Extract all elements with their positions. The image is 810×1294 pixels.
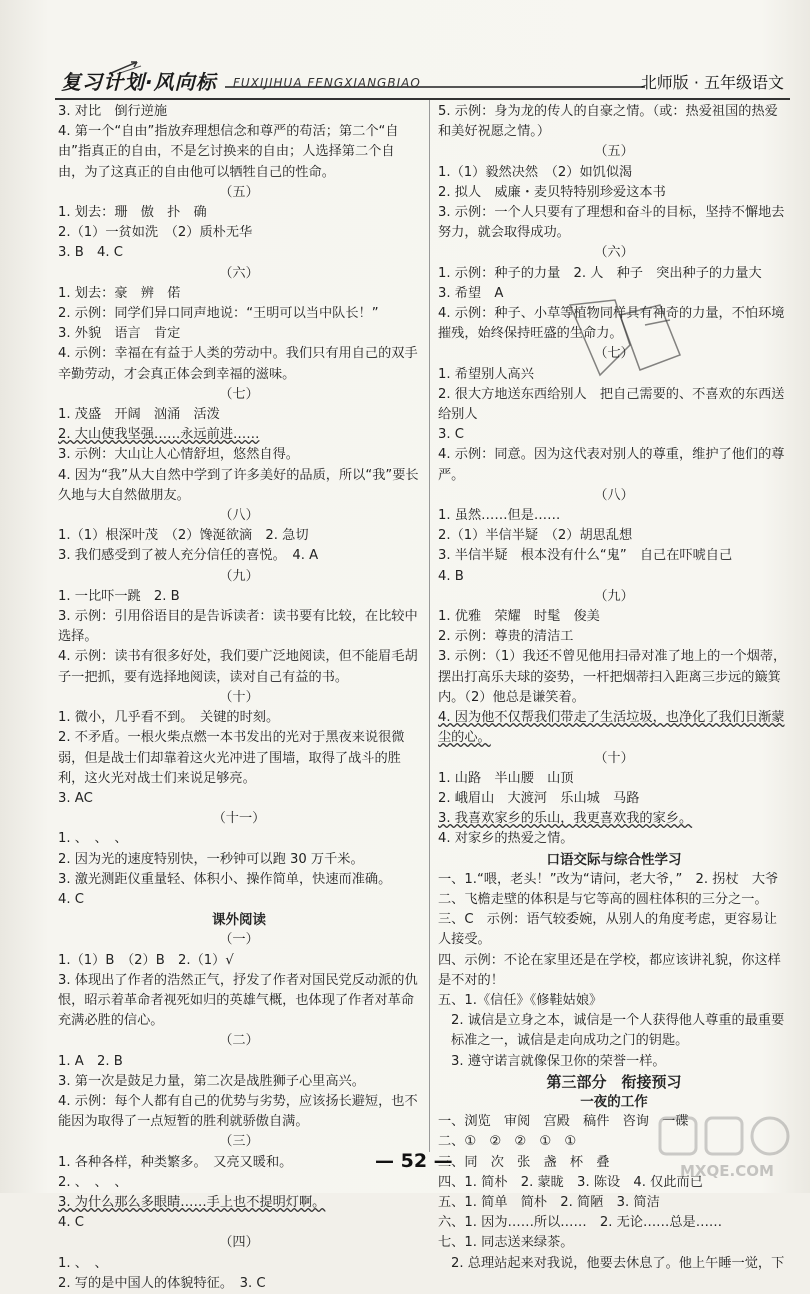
handwritten-marks (560, 285, 700, 395)
answer-line: 1. 虽然……但是…… (438, 508, 561, 524)
section-heading: 口语交际与综合性学习 (546, 851, 682, 868)
section-heading: （十） (219, 689, 259, 705)
answer-line: 1. 各种各样，种类繁多。 又亮又暖和。 (58, 1154, 293, 1170)
answer-line: 1. 、 、 、 (58, 831, 128, 847)
answer-line: 2. 写的是中国人的体貌特征。 3. C (58, 1275, 266, 1291)
section-heading: （一） (219, 932, 259, 948)
answer-line: 2. 大山使我坚强……永远前进…… (58, 427, 260, 443)
answer-line: 1.（1）毅然决然 （2）如饥似渴 (438, 164, 633, 180)
brand-title: 复习计划·风向标 (61, 70, 217, 94)
watermark-text: MXQE.COM (680, 1162, 774, 1180)
answer-line: 4. B (438, 568, 464, 584)
answer-line: 2.（1）一贫如洗 （2）质朴无华 (58, 225, 253, 241)
answer-line: 3. C (438, 427, 464, 443)
left-column (58, 102, 420, 1294)
answer-line: 三、同 次 张 盏 杯 叠 (438, 1154, 610, 1170)
answer-line: 3. 希望 A (438, 285, 504, 301)
answer-line: 4. 因为他不仅帮我们带走了生活垃圾，也净化了我们日渐蒙尘的心。 (438, 710, 785, 746)
answer-line: 5. 示例：身为龙的传人的自豪之情。（或：热爱祖国的热爱和美好祝愿之情。） (438, 104, 778, 140)
section-heading: 一夜的工作 (580, 1093, 648, 1110)
answer-line: 3. B 4. C (58, 245, 123, 261)
answer-line: 一、浏览 审阅 宫殿 稿件 咨询 一碟 (438, 1114, 689, 1130)
answer-line: 3. 示例：（1）我还不曾见他用扫帚对准了地上的一个烟蒂，摆出打高乐夫球的姿势，一杆把烟蒂扫入距离三步远的簸箕内。（2）他总是谦笑着。 (438, 649, 787, 705)
watermark (650, 1110, 800, 1190)
answer-line: 2. 、 、 、 (58, 1174, 128, 1190)
right-column (438, 102, 790, 1274)
brand-pinyin: FUXIJIHUA FENGXIANGBIAO (233, 76, 421, 90)
section-heading: （六） (594, 245, 634, 261)
answer-line: 4. 示例：读书有很多好处，我们要广泛地阅读，但不能眉毛胡子一把抓，要有选择地阅读，读对自己有益的书。 (58, 649, 418, 685)
answer-line: 2. 拟人 威廉・麦贝特特别珍爱这本书 (438, 184, 666, 200)
answer-line: 1. 划去：豪 辨 偌 (58, 285, 181, 301)
section-heading: （七） (594, 346, 634, 362)
section-heading: （八） (219, 508, 259, 524)
page-number: — 52 — (375, 1150, 453, 1172)
answer-line: 4. 对家乡的热爱之情。 (438, 831, 574, 847)
answer-line: 3. 遵守诺言就像保卫你的荣誉一样。 (451, 1053, 666, 1069)
header-rule (55, 98, 790, 100)
section-heading: （九） (219, 568, 259, 584)
section-heading: 课外阅读 (212, 912, 266, 929)
section-heading: （五） (219, 184, 259, 200)
answer-line: 2. 峨眉山 大渡河 乐山城 马路 (438, 790, 640, 806)
answer-line: 2. 很大方地送东西给别人 把自己需要的、不喜欢的东西送给别人 (438, 386, 785, 423)
answer-line: 2. 示例：同学们异口同声地说：“王明可以当中队长！” (58, 306, 379, 322)
answer-line: 3. 我喜欢家乡的乐山，我更喜欢我的家乡。 (438, 811, 693, 827)
answer-line: 2. 示例：尊贵的清洁工 (438, 629, 574, 645)
answer-line: 1.（1）根深叶茂 （2）馋涎欲滴 2. 急切 (58, 528, 309, 544)
answer-line: 三、C 示例：语气较委婉，从别人的角度考虑，更容易让人接受。 (438, 912, 777, 948)
answer-line: 4. 示例：每个人都有自己的优势与劣势，应该扬长避短，也不能因为取得了一点短暂的胜利就骄傲自满。 (58, 1093, 418, 1130)
section-heading: （四） (219, 1235, 259, 1251)
answer-line: 四、示例：不论在家里还是在学校，都应该讲礼貌，你这样是不对的！ (438, 952, 781, 988)
answer-line: 六、1. 因为……所以…… 2. 无论……总是…… (438, 1215, 723, 1231)
section-heading: 第三部分 衔接预习 (546, 1072, 682, 1091)
answer-line: 1. A 2. B (58, 1053, 123, 1069)
answer-line: 二、① ② ② ① ① (438, 1134, 577, 1150)
answer-line: 4. 示例：同意。因为这代表对别人的尊重，维护了他们的尊严。 (438, 447, 785, 483)
answer-line: 4. C (58, 1215, 84, 1231)
watermark-logo-icon (650, 1110, 800, 1165)
answer-line: 四、1. 简朴 2. 蒙眬 3. 陈设 4. 仅此而已 (438, 1174, 703, 1190)
answer-line: 3. 半信半疑 根本没有什么“鬼” 自己在吓唬自己 (438, 548, 733, 564)
answer-line: 五、1. 简单 简朴 2. 简陋 3. 简洁 (438, 1194, 660, 1210)
section-heading: （十） (594, 750, 634, 766)
page-header (55, 58, 790, 98)
answer-line: 4. 示例：种子、小草等植物同样具有神奇的力量，不怕环境摧残，始终保持旺盛的生命力。 (438, 306, 785, 342)
section-heading: （五） (594, 144, 634, 160)
answer-line: 1. 优雅 荣耀 时髦 俊美 (438, 609, 600, 625)
answer-line: 2.（1）半信半疑 （2）胡思乱想 (438, 528, 633, 544)
section-heading: （八） (594, 487, 634, 503)
section-heading: （二） (219, 1033, 259, 1049)
answer-line: 3. 示例：引用俗语目的是告诉读者：读书要有比较，在比较中选择。 (58, 609, 418, 645)
answer-line: 3. 我们感受到了被人充分信任的喜悦。 4. A (58, 548, 319, 564)
answer-line: 2. 总理站起来对我说，他要去休息了。他上午睡一觉，下 (451, 1255, 785, 1271)
section-heading: （六） (219, 265, 259, 281)
column-divider (429, 100, 430, 1152)
answer-line: 1. 山路 半山腰 山顶 (438, 770, 574, 786)
answer-line: 1. 一比吓一跳 2. B (58, 588, 180, 604)
answer-line: 2. 诚信是立身之本，诚信是一个人获得他人尊重的最重要标准之一，诚信是走向成功之门的钥匙。 (451, 1013, 785, 1049)
answer-line: 4. 示例：幸福在有益于人类的劳动中。我们只有用自己的双手辛勤劳动，才会真正体会到幸福的滋味。 (58, 346, 418, 382)
answer-line: 1. 微小，几乎看不到。 关键的时刻。 (58, 710, 280, 726)
answer-line: 1.（1）B （2）B 2.（1）√ (58, 952, 234, 968)
brand-logo (55, 58, 225, 94)
section-heading: （三） (219, 1134, 259, 1150)
answer-line: 3. 对比 倒行逆施 (58, 104, 168, 119)
answer-line: 4. 因为“我”从大自然中学到了许多美好的品质，所以“我”要长久地与大自然做朋友。 (58, 467, 419, 503)
answer-line: 3. 外貌 语言 肯定 (58, 326, 181, 342)
edition-label: 北师版 · 五年级语文 (640, 73, 784, 92)
section-heading: （七） (219, 386, 259, 402)
answer-line: 3. AC (58, 790, 93, 806)
answer-line: 1. 、 、 (58, 1255, 108, 1271)
answer-line: 4. C (58, 891, 84, 907)
answer-line: 2. 不矛盾。一根火柴点燃一本书发出的光对于黑夜来说很微弱，但是战士们却靠着这火光冲进了围墙，取得了战斗的胜利，这火光对战士们来说足够亮。 (58, 730, 405, 786)
answer-line: 1. 茂盛 开阔 汹涌 活泼 (58, 407, 220, 423)
answer-line: 二、飞檐走壁的体积是与它等高的圆柱体积的三分之一。 (438, 891, 768, 907)
answer-line: 一、1.“喂，老头！”改为“请问，老大爷，” 2. 拐杖 大爷 (438, 871, 779, 887)
answer-line: 五、1.《信任》《修鞋姑娘》 (438, 992, 603, 1008)
answer-line: 4. 第一个“自由”指放弃理想信念和尊严的苟活；第二个“自由”指真正的自由，不是乞讨换来的自由；人选择第二个自由，为了这真正的自由他可以牺牲自己的性命。 (58, 124, 399, 180)
answer-line: 3. 体现出了作者的浩然正气，抒发了作者对国民党反动派的仇恨，昭示着革命者视死如归的英雄气概，也体现了作者对革命充满必胜的信心。 (58, 972, 418, 1029)
answer-line: 七、1. 同志送来绿茶。 (438, 1235, 574, 1251)
section-heading: （九） (594, 588, 634, 604)
answer-line: 3. 第一次是鼓足力量，第二次是战胜狮子心里高兴。 (58, 1073, 365, 1089)
answer-line: 1. 希望别人高兴 (438, 366, 534, 382)
answer-line: 3. 为什么那么多眼睛……手上也不提明灯啊。 (58, 1194, 326, 1210)
answer-line: 2. 因为光的速度特别快，一秒钟可以跑 30 万千米。 (58, 851, 364, 867)
answer-line: 3. 示例：一个人只要有了理想和奋斗的目标，坚持不懈地去努力，就会取得成功。 (438, 205, 785, 241)
answer-line: 3. 示例：大山让人心情舒坦，悠然自得。 (58, 447, 299, 463)
section-heading: （十一） (212, 811, 266, 827)
answer-line: 1. 划去：珊 傲 扑 确 (58, 205, 207, 221)
answer-line: 1. 示例：种子的力量 2. 人 种子 突出种子的力量大 (438, 265, 762, 281)
answer-line: 3. 激光测距仪重量轻、体积小、操作简单，快速而准确。 (58, 871, 392, 887)
